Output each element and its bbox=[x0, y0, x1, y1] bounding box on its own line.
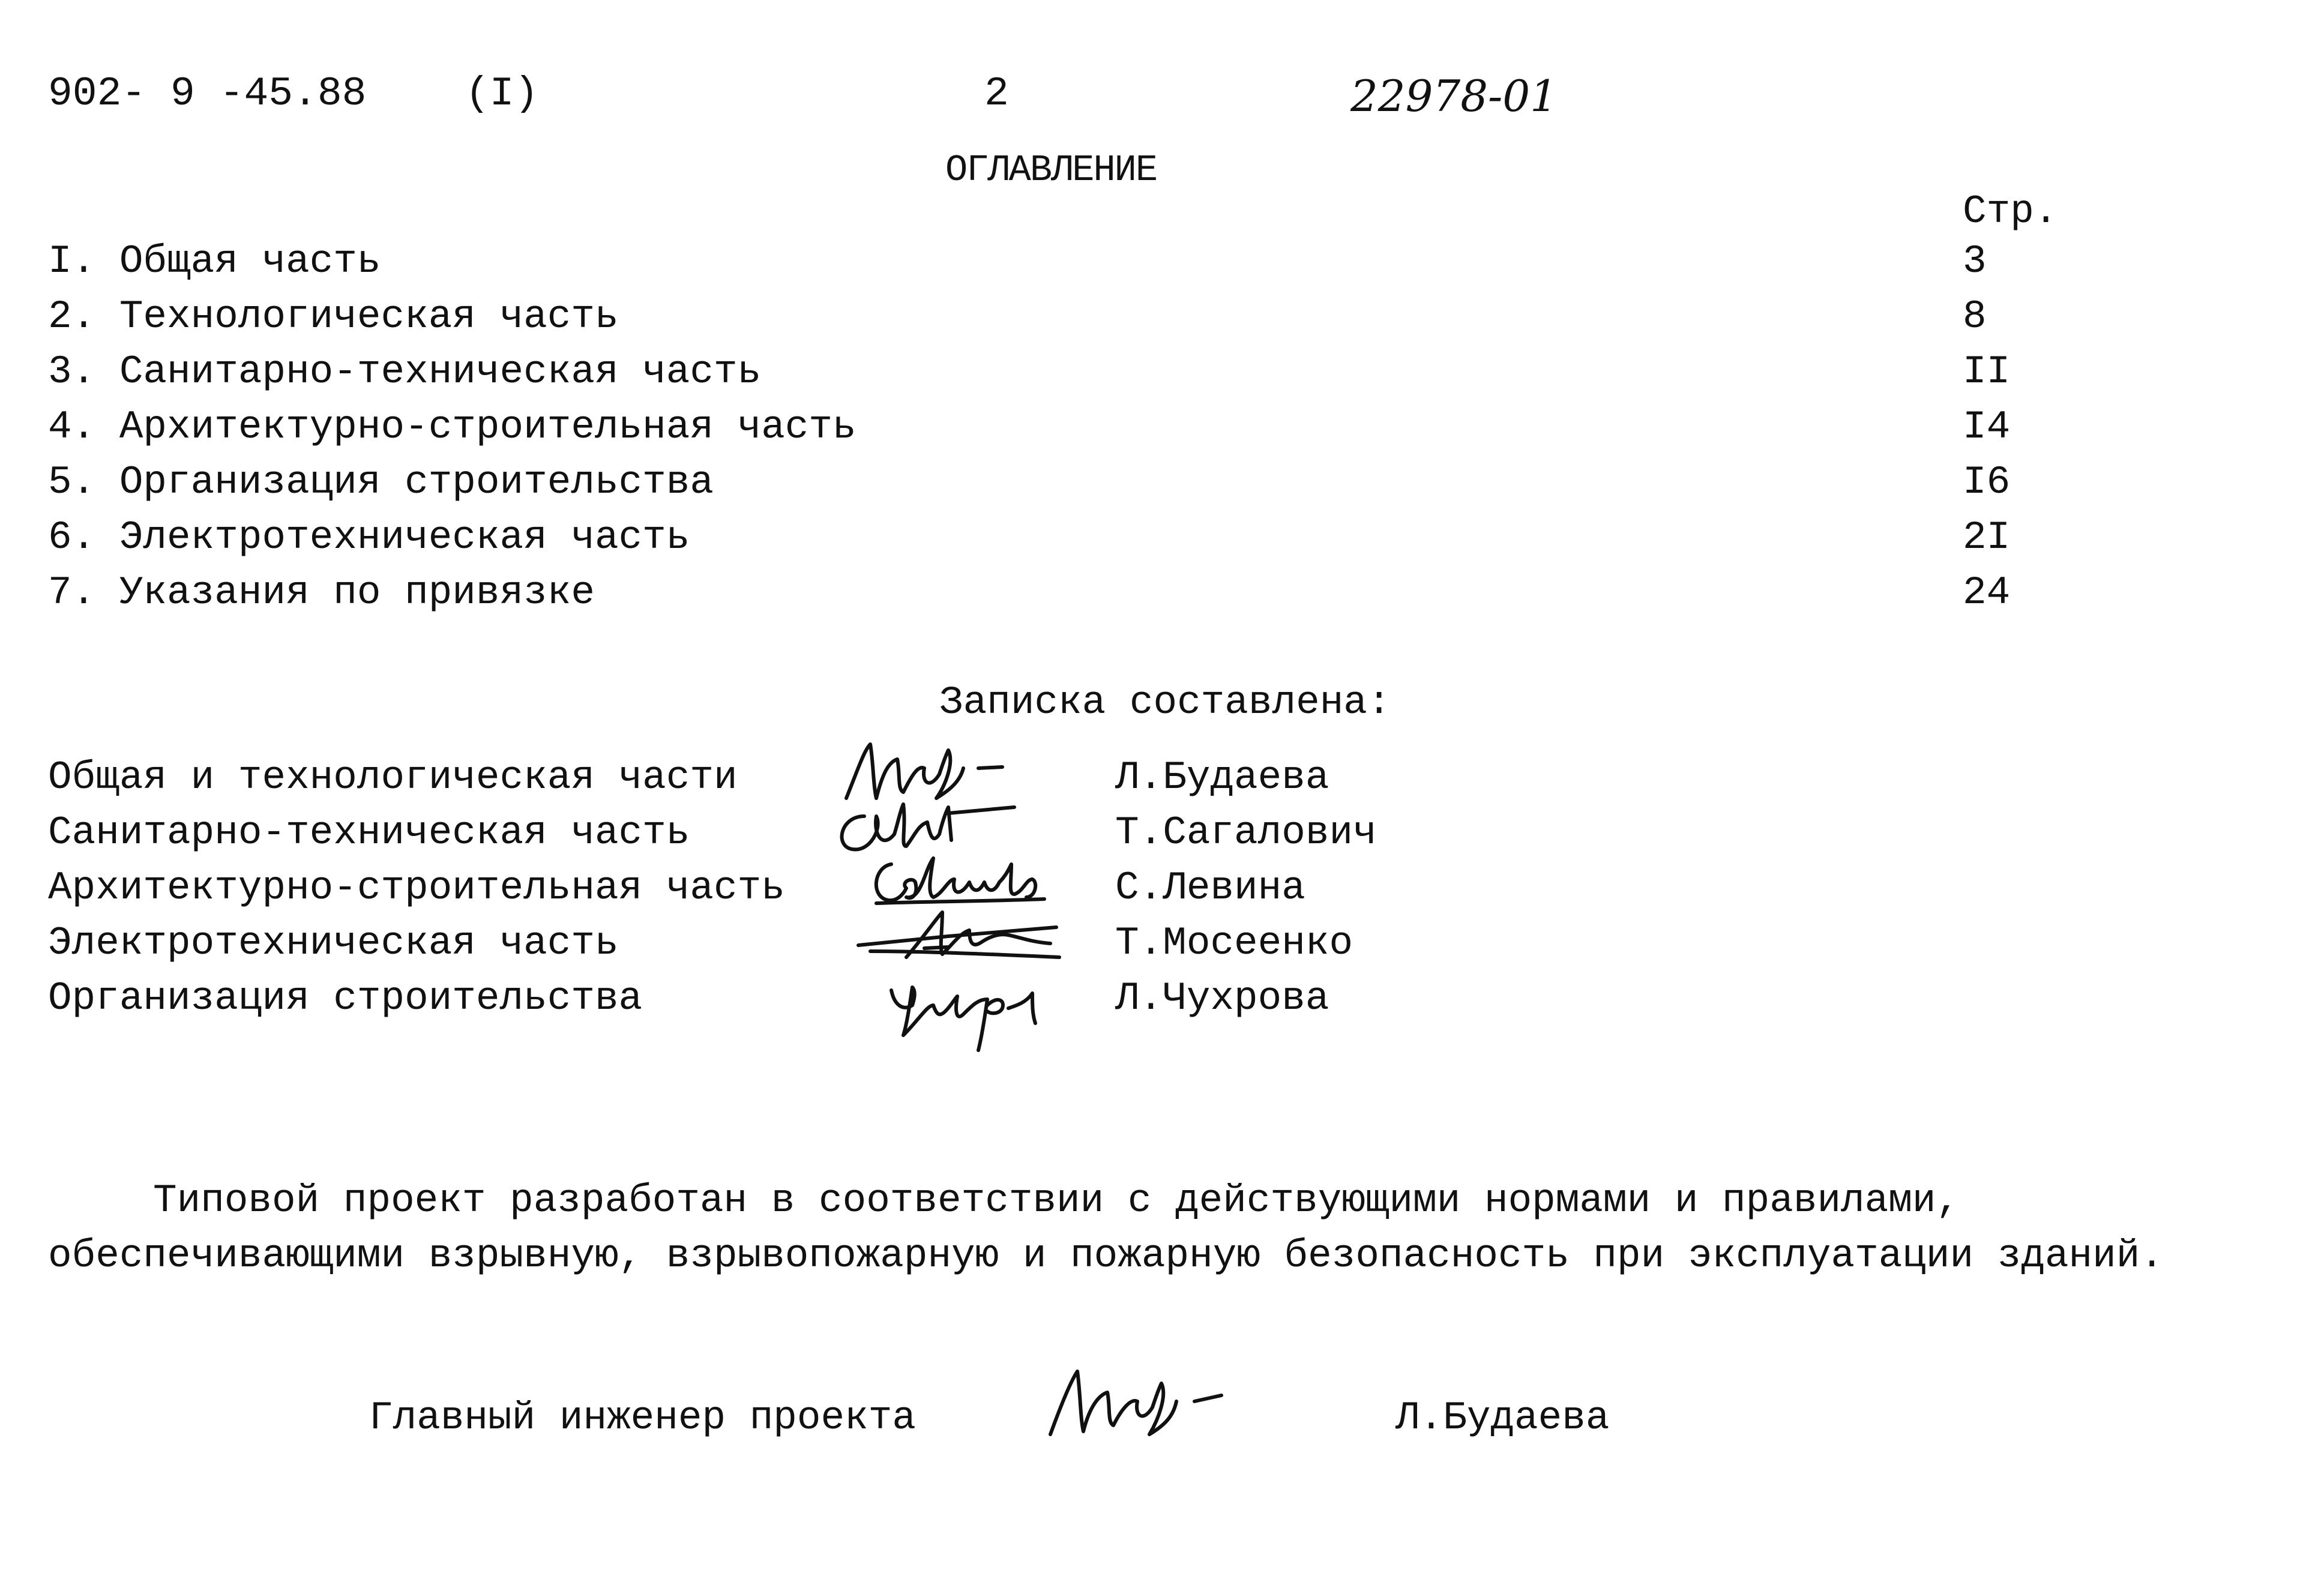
toc-item-title: 4. Архитектурно-строительная часть bbox=[48, 405, 856, 450]
toc-item-page: I6 bbox=[1963, 460, 2011, 505]
author-section: Архитектурно-строительная часть bbox=[48, 865, 785, 910]
compiled-by-heading: Записка составлена: bbox=[939, 680, 1391, 725]
toc-item-title: 2. Технологическая часть bbox=[48, 294, 619, 339]
toc-item-page: I4 bbox=[1963, 405, 2011, 450]
chief-engineer-label: Главный инженер проекта bbox=[369, 1395, 916, 1440]
author-name: Т.Сагалович bbox=[1115, 810, 1377, 855]
author-section: Электротехническая часть bbox=[48, 921, 619, 966]
toc-item-page: 24 bbox=[1963, 570, 2011, 615]
toc-item-page: 8 bbox=[1963, 294, 1987, 339]
toc-title: ОГЛАВЛЕНИЕ bbox=[945, 149, 1157, 191]
toc-item-page: 2I bbox=[1963, 515, 2011, 560]
toc-item-title: 6. Электротехническая часть bbox=[48, 515, 690, 560]
toc-item-title: 5. Организация строительства bbox=[48, 460, 714, 505]
author-name: Л.Будаева bbox=[1115, 755, 1329, 800]
document-code: 902- 9 -45.88 bbox=[48, 71, 367, 117]
signature-image bbox=[1044, 1359, 1236, 1449]
toc-item-page: 3 bbox=[1963, 239, 1987, 284]
toc-item-title: 3. Санитарно-техническая часть bbox=[48, 349, 762, 394]
author-name: С.Левина bbox=[1115, 865, 1305, 910]
author-name: Л.Чухрова bbox=[1115, 976, 1329, 1021]
author-name: Т.Мосеенко bbox=[1115, 921, 1353, 966]
toc-item-page: II bbox=[1963, 349, 2011, 394]
author-section: Санитарно-техническая часть bbox=[48, 810, 690, 855]
author-section: Организация строительства bbox=[48, 976, 643, 1021]
toc-item-title: 7. Указания по привязке bbox=[48, 570, 595, 615]
signature-image bbox=[882, 972, 1056, 1056]
safety-statement bbox=[48, 1173, 2281, 1284]
inventory-number: 22978-01 bbox=[1350, 71, 1558, 121]
chief-engineer-name: Л.Будаева bbox=[1395, 1395, 1610, 1440]
author-section: Общая и технологическая части bbox=[48, 755, 738, 800]
document-part: (I) bbox=[465, 71, 539, 117]
toc-page-column-header: Стр. bbox=[1963, 189, 2058, 234]
toc-item-title: I. Общая часть bbox=[48, 239, 381, 284]
safety-statement-text: Типовой проект разработан в соответствии с действующими нормами и правилами, обеспечивающими взрывную, взрывопожарную и пожарную безопасность при эксплуатации зданий. bbox=[48, 1178, 2164, 1278]
page-number: 2 bbox=[984, 71, 1009, 117]
signature-image bbox=[852, 900, 1086, 972]
